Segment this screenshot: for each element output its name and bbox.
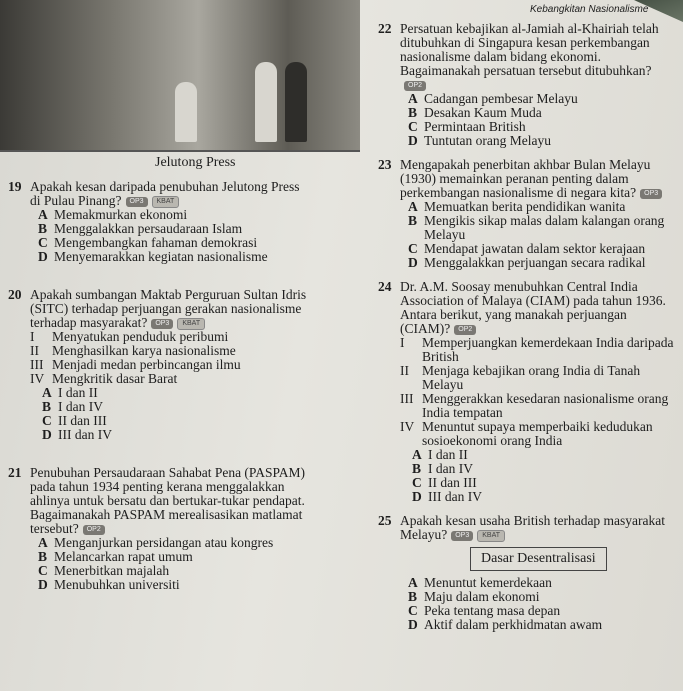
question-stem: (SITC) terhadap perjuangan gerakan nasionalisme — [30, 301, 302, 316]
level-tag: OP3 — [640, 189, 662, 199]
question-number: 19 — [8, 179, 22, 194]
answer-option[interactable]: D Menubuhkan universiti — [38, 577, 180, 592]
answer-option[interactable]: A I dan II — [412, 447, 468, 462]
answer-option[interactable]: C Menerbitkan majalah — [38, 563, 170, 578]
question-20 — [8, 287, 370, 442]
question-stem: Antara berikut, yang manakah perjuangan — [400, 307, 627, 322]
left-column — [8, 180, 370, 616]
question-stem: Association of Malaya (CIAM) pada tahun 1936. — [400, 293, 666, 308]
answer-option[interactable]: A Memakmurkan ekonomi — [38, 207, 188, 222]
question-stem: terhadap masyarakat? OP3 KBAT — [30, 316, 370, 330]
statement: I Menyatukan penduduk peribumi — [30, 329, 229, 344]
answer-option[interactable]: A Menganjurkan persidangan atau kongres — [38, 535, 274, 550]
question-stem: Melayu? OP3 KBAT — [400, 528, 677, 542]
question-21 — [8, 465, 370, 592]
answer-option[interactable]: B Melancarkan rapat umum — [38, 549, 193, 564]
figure-caption: Jelutong Press — [155, 155, 236, 170]
question-number: 22 — [378, 21, 392, 36]
question-stem: Apakah kesan usaha British terhadap masyarakat — [400, 513, 666, 528]
jelutong-press-photo — [0, 0, 360, 152]
question-stem: Persatuan kebajikan al-Jamiah al-Khairiah telah — [400, 21, 659, 36]
answer-option[interactable]: B I dan IV — [412, 461, 473, 476]
question-19 — [8, 179, 370, 264]
answer-option[interactable]: C Mengembangkan fahaman demokrasi — [38, 235, 258, 250]
answer-option[interactable]: D Menyemarakkan kegiatan nasionalisme — [38, 249, 268, 264]
answer-option[interactable]: A Memuatkan berita pendidikan wanita — [408, 199, 626, 214]
question-23 — [378, 157, 677, 270]
answer-option[interactable]: A I dan II — [42, 385, 98, 400]
statement: III Menggerakkan kesedaran nasionalisme orang India tempatan — [400, 391, 669, 420]
question-stem: (1930) memainkan peranan penting dalam — [400, 171, 629, 186]
question-24 — [378, 279, 677, 504]
level-tag: OP3 — [151, 319, 173, 329]
question-stem: Bagaimanakah persatuan tersebut ditubuhkan?OP2 — [400, 63, 652, 89]
statement: I Memperjuangkan kemerdekaan India daripada British — [400, 335, 674, 364]
statement: IV Mengkritik dasar Barat — [30, 371, 178, 386]
question-stem: (CIAM)? OP2 — [400, 322, 677, 336]
level-tag: KBAT — [177, 318, 205, 330]
question-stem: Dr. A.M. Soosay menubuhkan Central India — [400, 279, 638, 294]
question-stem: pada tahun 1934 penting kerana menggalakkan — [30, 479, 285, 494]
question-stem: Penubuhan Persaudaraan Sahabat Pena (PASPAM) — [30, 465, 305, 480]
answer-option[interactable]: C Peka tentang masa depan — [408, 603, 561, 618]
level-tag: OP2 — [83, 525, 105, 535]
statement: II Menjaga kebajikan orang India di Tanah Melayu — [400, 363, 641, 392]
question-number: 25 — [378, 513, 392, 528]
question-stem: ditubuhkan di Singapura kesan perkembangan — [400, 35, 650, 50]
question-stem: tersebut? OP2 — [30, 522, 370, 536]
answer-option[interactable]: D Aktif dalam perkhidmatan awam — [408, 617, 603, 632]
answer-option[interactable]: D Tuntutan orang Melayu — [408, 133, 551, 148]
answer-option[interactable]: C II dan III — [412, 475, 477, 490]
question-stem: perkembangan nasionalisme di negara kita? OP3 — [400, 186, 677, 200]
question-stem: Apakah kesan daripada penubuhan Jelutong Press — [30, 179, 300, 194]
answer-option[interactable]: A Cadangan pembesar Melayu — [408, 91, 578, 106]
question-stem: Bagaimanakah PASPAM merealisasikan matlamat — [30, 507, 303, 522]
answer-option[interactable]: B Desakan Kaum Muda — [408, 105, 542, 120]
level-tag: OP3 — [451, 531, 473, 541]
question-22 — [378, 21, 677, 148]
section-header: Kebangkitan Nasionalisme — [530, 4, 649, 15]
question-stem: ahlinya untuk bersatu dan bertukar-tukar pendapat. — [30, 493, 305, 508]
level-tag: OP2 — [404, 81, 426, 91]
answer-option[interactable]: B I dan IV — [42, 399, 103, 414]
answer-option[interactable]: B Mengikis sikap malas dalam kalangan orang Melayu — [408, 213, 665, 242]
answer-option[interactable]: D III dan IV — [42, 427, 112, 442]
question-stem: nasionalisme dalam bidang ekonomi. — [400, 49, 601, 64]
statement: III Menjadi medan perbincangan ilmu — [30, 357, 241, 372]
question-number: 21 — [8, 465, 22, 480]
answer-option[interactable]: D Menggalakkan perjuangan secara radikal — [408, 255, 646, 270]
question-number: 24 — [378, 279, 392, 294]
level-tag: OP3 — [126, 197, 148, 207]
level-tag: KBAT — [477, 530, 505, 542]
statement: II Menghasilkan karya nasionalisme — [30, 343, 236, 358]
right-column — [378, 22, 677, 642]
answer-option[interactable]: D III dan IV — [412, 489, 482, 504]
answer-option[interactable]: B Maju dalam ekonomi — [408, 589, 540, 604]
question-stem: Mengapakah penerbitan akhbar Bulan Melayu — [400, 157, 651, 172]
level-tag: OP2 — [454, 325, 476, 335]
info-box: Dasar Desentralisasi — [470, 547, 607, 571]
statement: IV Menuntut supaya memperbaiki kedudukan sosioekonomi orang India — [400, 419, 653, 448]
question-stem: di Pulau Pinang? OP3 KBAT — [30, 194, 370, 208]
question-number: 20 — [8, 287, 22, 302]
question-stem: Apakah sumbangan Maktab Perguruan Sultan Idris — [30, 287, 307, 302]
answer-option[interactable]: C Mendapat jawatan dalam sektor kerajaan — [408, 241, 646, 256]
answer-option[interactable]: A Menuntut kemerdekaan — [408, 575, 552, 590]
answer-option[interactable]: C II dan III — [42, 413, 107, 428]
answer-option[interactable]: C Permintaan British — [408, 119, 526, 134]
answer-option[interactable]: B Menggalakkan persaudaraan Islam — [38, 221, 243, 236]
question-number: 23 — [378, 157, 392, 172]
question-25 — [378, 513, 677, 632]
level-tag: KBAT — [152, 196, 180, 208]
